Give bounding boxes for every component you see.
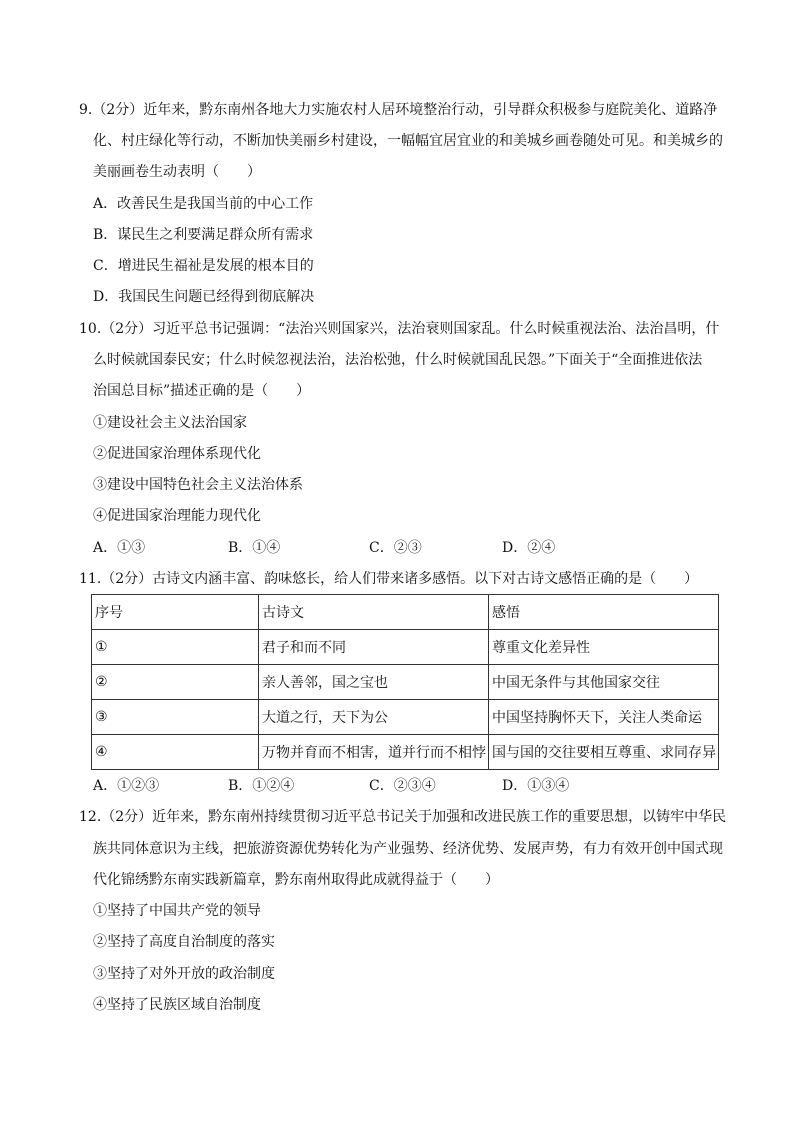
q11-options-row bbox=[93, 777, 713, 795]
q10-stem-line-3: 治国总目标”描述正确的是（ ） bbox=[93, 383, 311, 399]
header-poem: 古诗文 bbox=[259, 595, 489, 630]
row-index: ② bbox=[92, 665, 259, 700]
q12-stem-line-3: 代化锦绣黔东南实践新篇章，黔东南州取得此成就得益于（ ） bbox=[93, 872, 499, 888]
q10-item-2: ②促进国家治理体系现代化 bbox=[93, 446, 261, 462]
row-poem: 大道之行，天下为公 bbox=[259, 700, 489, 735]
row-index: ③ bbox=[92, 700, 259, 735]
q10-option-c[interactable]: C．②③ bbox=[369, 540, 422, 556]
row-insight: 中国坚持胸怀天下，关注人类命运 bbox=[489, 700, 719, 735]
q10-item-3: ③建设中国特色社会主义法治体系 bbox=[93, 477, 303, 493]
q12-item-1: ①坚持了中国共产党的领导 bbox=[93, 903, 261, 919]
q9-option-a[interactable]: A．改善民生是我国当前的中心工作 bbox=[93, 196, 314, 212]
q10-stem-line-1: 10.（2分）习近平总书记强调：“法治兴则国家兴，法治衰则国家乱。什么时候重视法治、法治昌明，什 bbox=[79, 321, 720, 337]
q9-stem-line-3: 美丽画卷生动表明（ ） bbox=[93, 164, 261, 180]
q10-option-d[interactable]: D．②④ bbox=[502, 540, 556, 556]
row-insight: 尊重文化差异性 bbox=[489, 630, 719, 665]
row-insight: 国与国的交往要相互尊重、求同存异 bbox=[489, 735, 719, 770]
q10-option-b[interactable]: B．①④ bbox=[228, 540, 281, 556]
q10-stem-line-2: 么时候就国泰民安；什么时候忽视法治，法治松弛，什么时候就国乱民怨。”下面关于“全面推进依法 bbox=[93, 352, 703, 368]
q10-options-row bbox=[93, 539, 713, 557]
q11-option-c[interactable]: C．②③④ bbox=[369, 778, 436, 794]
q12-stem-line-1: 12.（2分）近年来，黔东南州持续贯彻习近平总书记关于加强和改进民族工作的重要思想，以铸牢中华民 bbox=[79, 809, 727, 825]
q12-item-4: ④坚持了民族区域自治制度 bbox=[93, 997, 261, 1013]
q12-stem-line-2: 族共同体意识为主线，把旅游资源优势转化为产业强势、经济优势、发展声势，有力有效开创中国式现 bbox=[93, 841, 723, 857]
q9-stem-line-2: 化、村庄绿化等行动，不断加快美丽乡村建设，一幅幅宜居宜业的和美城乡画卷随处可见。和美城乡的 bbox=[93, 133, 723, 149]
poem-table-header-row bbox=[92, 595, 719, 630]
table-row bbox=[92, 665, 719, 700]
q9-option-c[interactable]: C．增进民生福祉是发展的根本目的 bbox=[93, 258, 314, 274]
table-row bbox=[92, 735, 719, 770]
q11-option-d[interactable]: D．①③④ bbox=[502, 778, 570, 794]
header-insight: 感悟 bbox=[489, 595, 719, 630]
q9-stem-line-1: 9.（2分）近年来，黔东南州各地大力实施农村人居环境整治行动，引导群众积极参与庭院美化、道路净 bbox=[79, 102, 718, 118]
q10-option-a[interactable]: A．①③ bbox=[93, 540, 146, 556]
q9-option-d[interactable]: D．我国民生问题已经得到彻底解决 bbox=[93, 289, 315, 305]
row-index: ① bbox=[92, 630, 259, 665]
table-row bbox=[92, 630, 719, 665]
q12-item-3: ③坚持了对外开放的政治制度 bbox=[93, 966, 275, 982]
q9-option-b[interactable]: B．谋民生之利要满足群众所有需求 bbox=[93, 227, 314, 243]
poem-table bbox=[91, 594, 719, 770]
row-insight: 中国无条件与其他国家交往 bbox=[489, 665, 719, 700]
q11-stem-line-1: 11.（2分）古诗文内涵丰富、韵味悠长，给人们带来诸多感悟。以下对古诗文感悟正确的是（ ） bbox=[79, 571, 699, 587]
row-index: ④ bbox=[92, 735, 259, 770]
q10-item-4: ④促进国家治理能力现代化 bbox=[93, 508, 261, 524]
row-poem: 万物并育而不相害，道并行而不相悖 bbox=[259, 735, 489, 770]
q12-item-2: ②坚持了高度自治制度的落实 bbox=[93, 934, 275, 950]
q11-option-b[interactable]: B．①②④ bbox=[228, 778, 295, 794]
q11-option-a[interactable]: A．①②③ bbox=[93, 778, 160, 794]
row-poem: 君子和而不同 bbox=[259, 630, 489, 665]
table-row bbox=[92, 700, 719, 735]
header-index: 序号 bbox=[92, 595, 259, 630]
row-poem: 亲人善邻，国之宝也 bbox=[259, 665, 489, 700]
q10-item-1: ①建设社会主义法治国家 bbox=[93, 415, 247, 431]
